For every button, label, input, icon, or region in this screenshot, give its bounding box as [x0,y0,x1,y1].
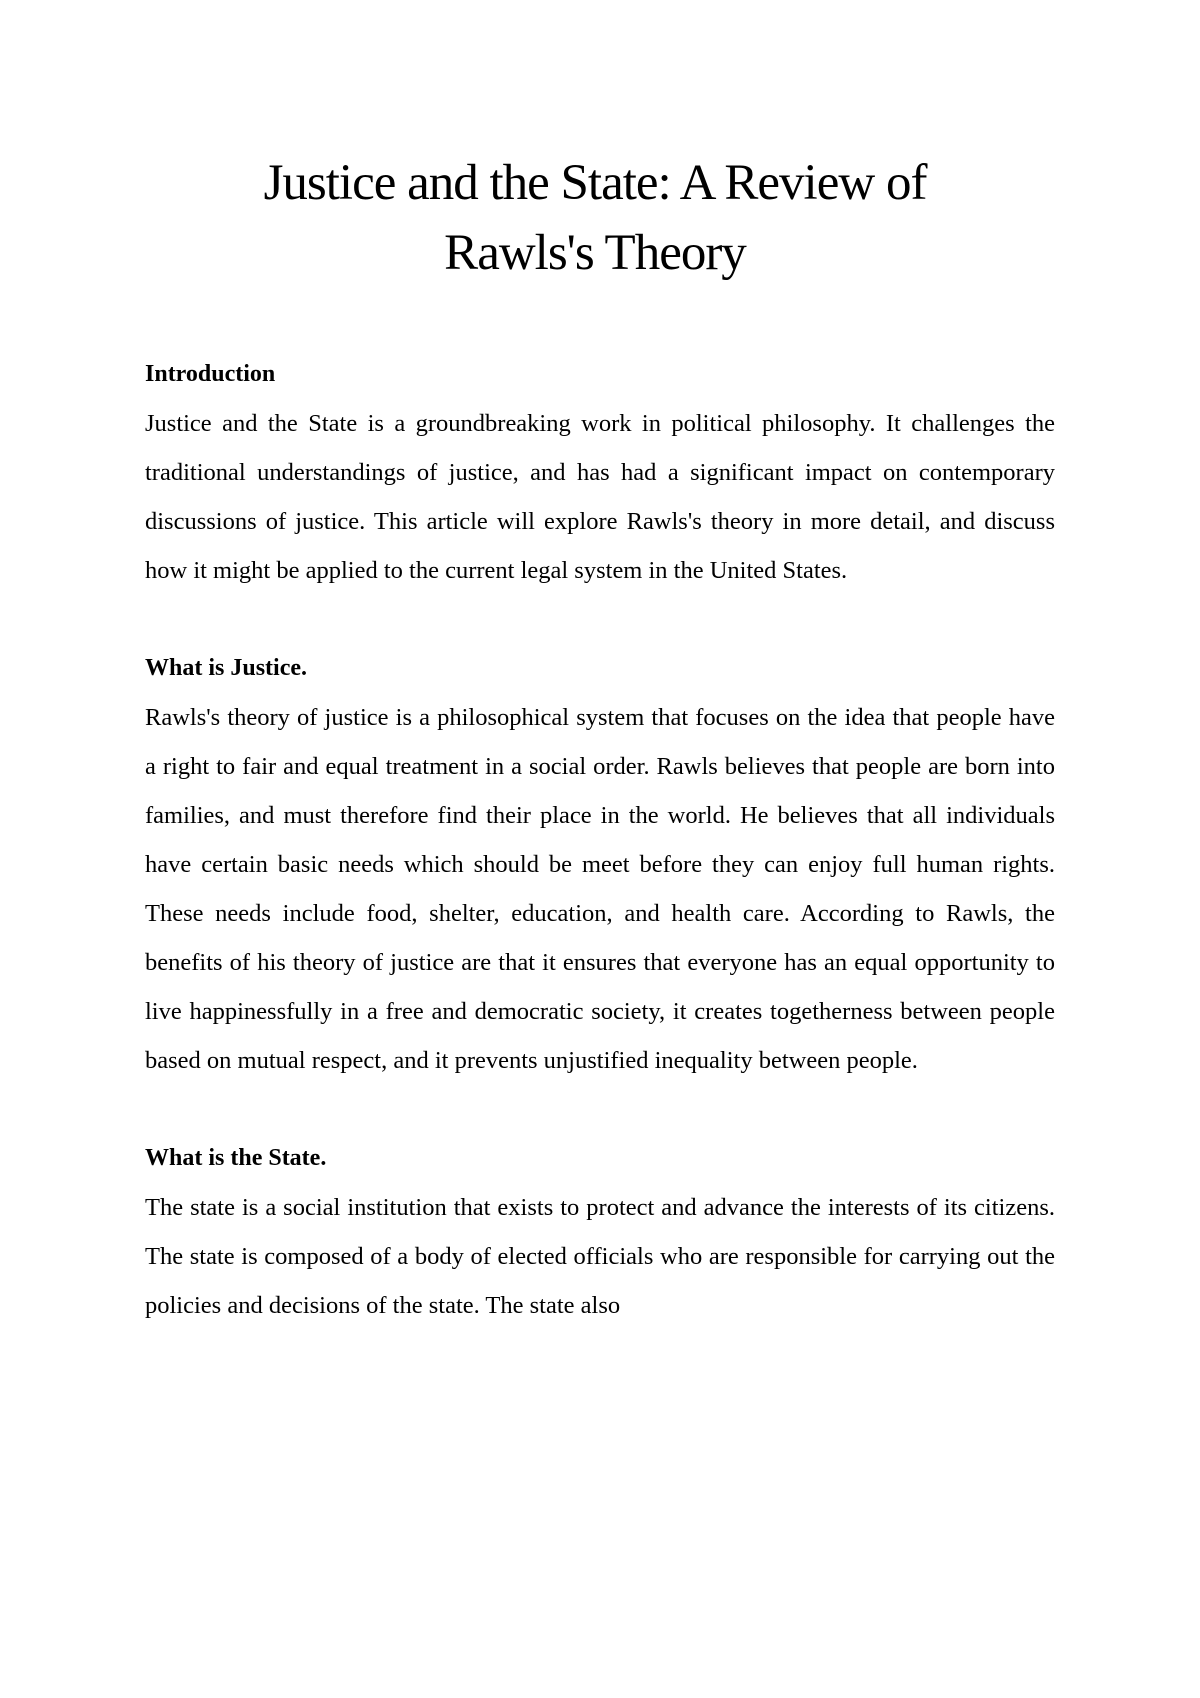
section-what-is-justice [145,644,1055,1085]
section-paragraph: Rawls's theory of justice is a philosophical system that focuses on the idea that people have a right to fair and equal treatment in a social order. Rawls believes that people are born into families, and must therefore find their place in the world. He believes that all individuals have certain basic needs which should be meet before they can enjoy full human rights. These needs include food, shelter, education, and health care. According to Rawls, the benefits of his theory of justice are that it ensures that everyone has an equal opportunity to live happinessfully in a free and democratic society, it creates togetherness between people based on mutual respect, and it prevents unjustified inequality between people. [145,704,1055,1074]
document-title [145,148,1045,288]
section-heading: Introduction [145,361,276,387]
title-line-2: Rawls's Theory [444,225,746,281]
section-heading: What is the State. [145,1145,327,1171]
section-paragraph: Justice and the State is a groundbreaking work in political philosophy. It challenges the traditional understandings of justice, and has had a significant impact on contemporary discussions of justice. This article will explore Rawls's theory in more detail, and discuss how it might be applied to the current legal system in the United States. [145,410,1055,584]
section-introduction [145,350,1055,595]
section-what-is-the-state [145,1134,1055,1330]
title-line-1: Justice and the State: A Review of [263,155,927,211]
document-body [145,350,1055,1379]
section-heading: What is Justice. [145,655,307,681]
section-paragraph: The state is a social institution that exists to protect and advance the interests of its citizens. The state is composed of a body of elected officials who are responsible for carrying out the policies and decisions of the state. The state also [145,1194,1055,1319]
